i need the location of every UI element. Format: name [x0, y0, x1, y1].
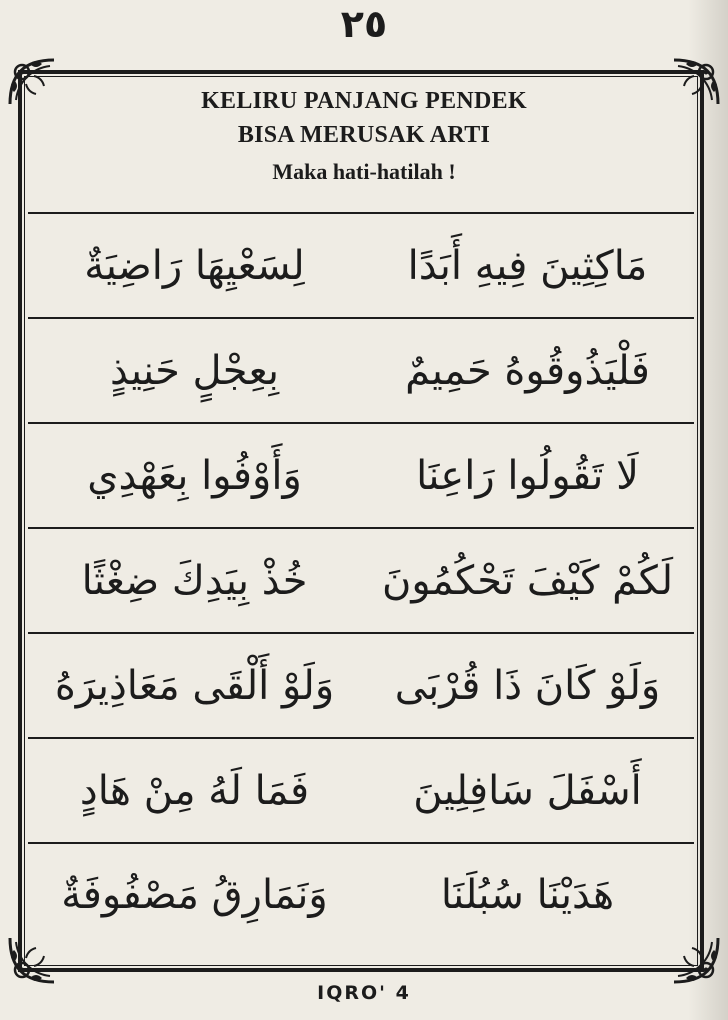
- exercise-row: [28, 842, 694, 946]
- arabic-phrase-right: فَلْيَذُوقُوهُ حَمِيمٌ: [405, 347, 650, 394]
- arabic-phrase-left: لِسَعْيِهَا رَاضِيَةٌ: [84, 242, 305, 289]
- arabic-phrase-left: وَلَوْ أَلْقَى مَعَاذِيرَهُ: [54, 662, 335, 709]
- arabic-phrase-left: فَمَا لَهُ مِنْ هَادٍ: [79, 767, 310, 814]
- exercise-row: [28, 737, 694, 842]
- lesson-header: [40, 84, 688, 188]
- title-line-2: BISA MERUSAK ARTI: [237, 122, 491, 148]
- arabic-phrase-left: خُذْ بِيَدِكَ ضِغْثًا: [81, 557, 308, 604]
- arabic-phrase-left: وَنَمَارِقُ مَصْفُوفَةٌ: [61, 872, 328, 918]
- arabic-phrase-left: بِعِجْلٍ حَنِيذٍ: [109, 347, 280, 394]
- arabic-phrase-right: مَاكِثِينَ فِيهِ أَبَدًا: [407, 242, 648, 289]
- subtitle: Maka hati-hatilah !: [272, 159, 456, 184]
- arabic-phrase-right: لَكُمْ كَيْفَ تَحْكُمُونَ: [381, 557, 674, 604]
- exercise-table: [28, 212, 694, 946]
- title-line-1: KELIRU PANJANG PENDEK: [201, 88, 527, 114]
- arabic-phrase-right: وَلَوْ كَانَ ذَا قُرْبَى: [394, 662, 661, 709]
- arabic-phrase-right: هَدَيْنَا سُبُلَنَا: [440, 872, 615, 918]
- arabic-phrase-left: وَأَوْفُوا بِعَهْدِي: [87, 452, 302, 499]
- arabic-phrase-right: أَسْفَلَ سَافِلِينَ: [413, 767, 642, 814]
- arabic-phrase-right: لَا تَقُولُوا رَاعِنَا: [416, 452, 639, 499]
- book-footer: IQRO' 4: [317, 982, 411, 1004]
- exercise-row: [28, 317, 694, 422]
- exercise-row: [28, 632, 694, 737]
- page-number: ٢٥: [340, 2, 388, 46]
- exercise-row: [28, 527, 694, 632]
- exercise-row: [28, 422, 694, 527]
- exercise-row: [28, 212, 694, 317]
